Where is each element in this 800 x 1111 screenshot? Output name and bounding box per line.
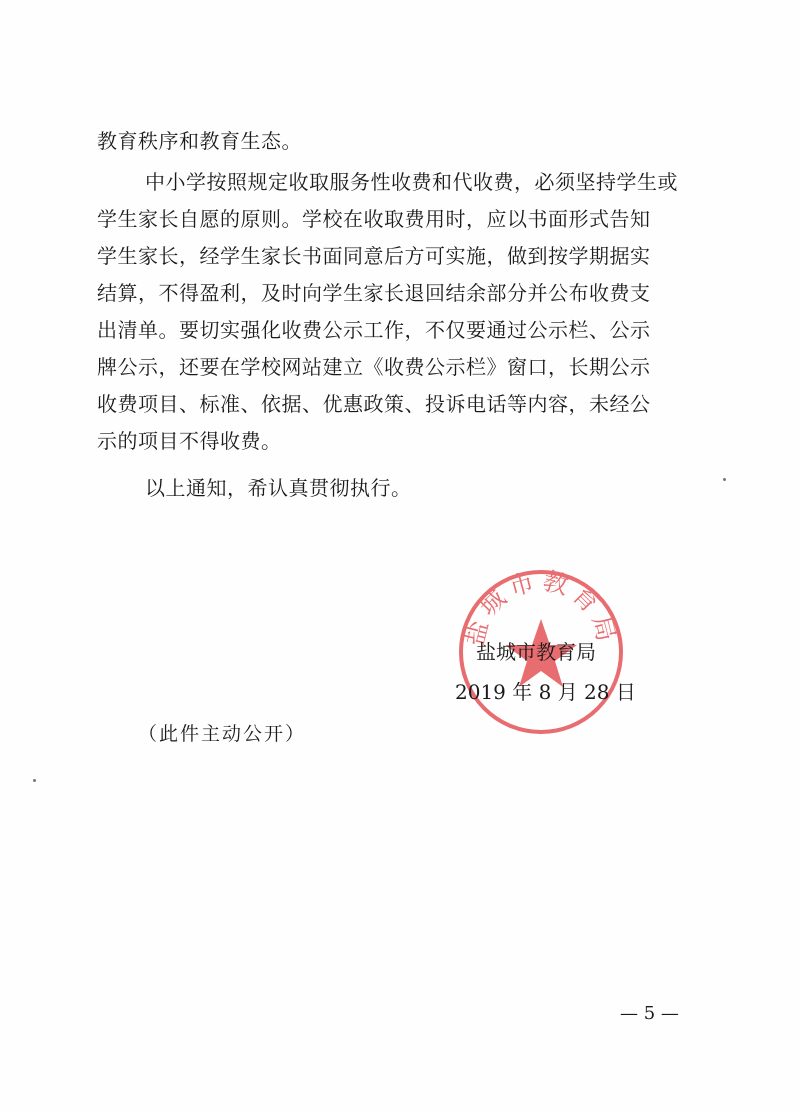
- paragraph-line: 教育秩序和教育生态。: [97, 129, 302, 153]
- page-number: — 5 —: [620, 1003, 679, 1024]
- closing-line: 以上通知，希认真贯彻执行。: [145, 476, 412, 500]
- seal-text: 盐城市教育局: [459, 567, 623, 649]
- paragraph-line: 收费项目、标准、依据、优惠政策、投诉电话等内容，未经公: [97, 392, 651, 416]
- paragraph-line: 学生家长自愿的原则。学校在收取费用时，应以书面形式告知: [97, 207, 651, 231]
- paragraph-line: 牌公示，还要在学校网站建立《收费公示栏》窗口，长期公示: [97, 355, 651, 379]
- public-disclosure-note: （此件主动公开）: [138, 723, 307, 745]
- paragraph-line: 学生家长，经学生家长书面同意后方可实施，做到按学期据实: [97, 244, 651, 268]
- scan-speck: [33, 779, 36, 782]
- signature-date: 2019 年 8 月 28 日: [455, 680, 636, 704]
- signatory: 盐城市教育局: [476, 640, 596, 664]
- paragraph-line: 结算，不得盈利，及时向学生家长退回结余部分并公布收费支: [97, 281, 651, 305]
- scan-speck: [723, 478, 726, 481]
- paragraph-line: 中小学按照规定收取服务性收费和代收费，必须坚持学生或: [145, 170, 678, 194]
- paragraph-line: 示的项目不得收费。: [97, 429, 282, 453]
- paragraph-line: 出清单。要切实强化收费公示工作，不仅要通过公示栏、公示: [97, 318, 651, 342]
